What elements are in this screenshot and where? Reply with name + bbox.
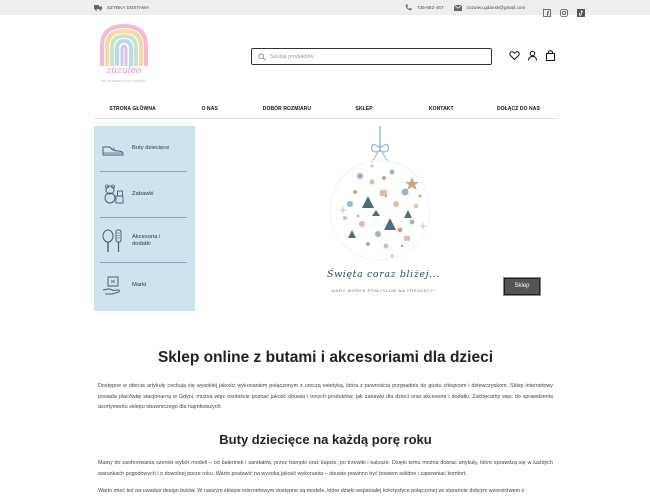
cart-icon[interactable]	[545, 50, 556, 61]
phone-icon	[404, 3, 413, 12]
facebook-icon[interactable]	[543, 4, 551, 12]
email-address[interactable]: zuzuleo.gdansk@gmail.com	[466, 5, 526, 10]
nav-size-guide[interactable]: DOBÓR ROZMIARU	[248, 99, 325, 119]
main-nav	[94, 99, 557, 119]
mail-icon	[454, 3, 463, 12]
header-icons	[509, 50, 556, 61]
search-bar[interactable]	[251, 48, 492, 65]
category-shoes[interactable]	[100, 126, 188, 171]
christmas-ornament-illustration	[320, 126, 440, 266]
category-toys[interactable]	[100, 172, 188, 217]
category-accessories[interactable]	[100, 218, 188, 263]
category-label: Akcesoria i dodatki	[132, 233, 161, 247]
hero-subtitle: MAMY WOREK POMYSŁÓW NA PREZENTY!	[331, 289, 436, 293]
shipping-text: SZYBKA DOSTAWA	[107, 5, 150, 10]
shipping-info	[94, 3, 149, 12]
nav-contact[interactable]: KONTAKT	[403, 99, 480, 119]
design-paragraph: Warto mieć też na uwadze design butów. W naszym sklepie internetowym dostępne są modele, które dzięki wspaniałej kolorystyce połączonej ze starannie dobrym wzornictwem z	[98, 488, 525, 494]
hero-headline: Święta coraz bliżej...	[326, 269, 441, 280]
category-label: Zabawki	[132, 191, 154, 197]
category-label: Buty dziecięce	[132, 145, 170, 151]
logo-tagline: OD ZDOBIENIA PO GŁÓWKI	[101, 79, 147, 83]
instagram-icon[interactable]	[560, 4, 568, 12]
heart-icon[interactable]	[509, 50, 520, 61]
phone-number[interactable]: 735-682-467	[417, 5, 444, 10]
nav-shop[interactable]: SKLEP	[326, 99, 403, 119]
truck-icon	[94, 3, 103, 12]
section-heading: Buty dziecięce na każdą porę roku	[219, 432, 432, 447]
category-label: Marki	[132, 282, 147, 288]
logo-wordmark: zuzuleo	[106, 66, 142, 76]
category-brands[interactable]	[100, 263, 188, 308]
contact-info	[404, 3, 585, 12]
page-title: Sklep online z butami i akcesoriami dla dzieci	[157, 349, 494, 366]
shoe-icon	[100, 136, 126, 162]
logo[interactable]	[96, 22, 152, 90]
nav-join[interactable]: DOŁĄCZ DO NAS	[480, 99, 557, 119]
top-bar	[0, 0, 650, 15]
intro-paragraph: Dostępne w ofercie artykuły cechują się wysokiej jakości wykonaniem połączonym z uroczą estetyką, która z pewnością przypadnie do gustu chłopcom i dziewczynkom. Sklep internetowy posiada placówkę stacjonarną w Gdyni, można więc osobiście poznać jakość obuwia i innych produktów, jak zabawki dla dzieci oraz akcesoria i dodatki. Zachęcamy więc do sprawdzenia asortymentu sklepu obuwniczego dla najmłodszych.	[98, 383, 553, 410]
nav-home[interactable]: STRONA GŁÓWNA	[94, 99, 171, 119]
shoes-paragraph: Mamy do zaoferowania szeroki wybór modeli – od balerinek i sandałów, przez trampki oraz kapcie, po trzewiki i kalosze. Dzięki temu można dobrać artykuły, które sprawdzą się w każdych warunkach pogodowych i o dowolnej porze roku. Warto postawić na wysoką jakość wykonania – obuwie powinno być bowiem solidne i zapewniać komfort.	[98, 460, 553, 477]
category-panel	[94, 126, 195, 311]
nav-about[interactable]: O NAS	[171, 99, 248, 119]
search-input[interactable]	[270, 54, 470, 60]
brush-mirror-icon	[100, 228, 126, 254]
shop-button[interactable]: Sklep	[504, 278, 540, 295]
tiktok-icon[interactable]	[577, 4, 585, 12]
teddy-bear-icon	[100, 182, 126, 208]
user-icon[interactable]	[527, 50, 538, 61]
rainbow-logo-icon	[96, 22, 152, 68]
search-icon	[258, 53, 266, 61]
hand-box-icon	[100, 273, 126, 299]
